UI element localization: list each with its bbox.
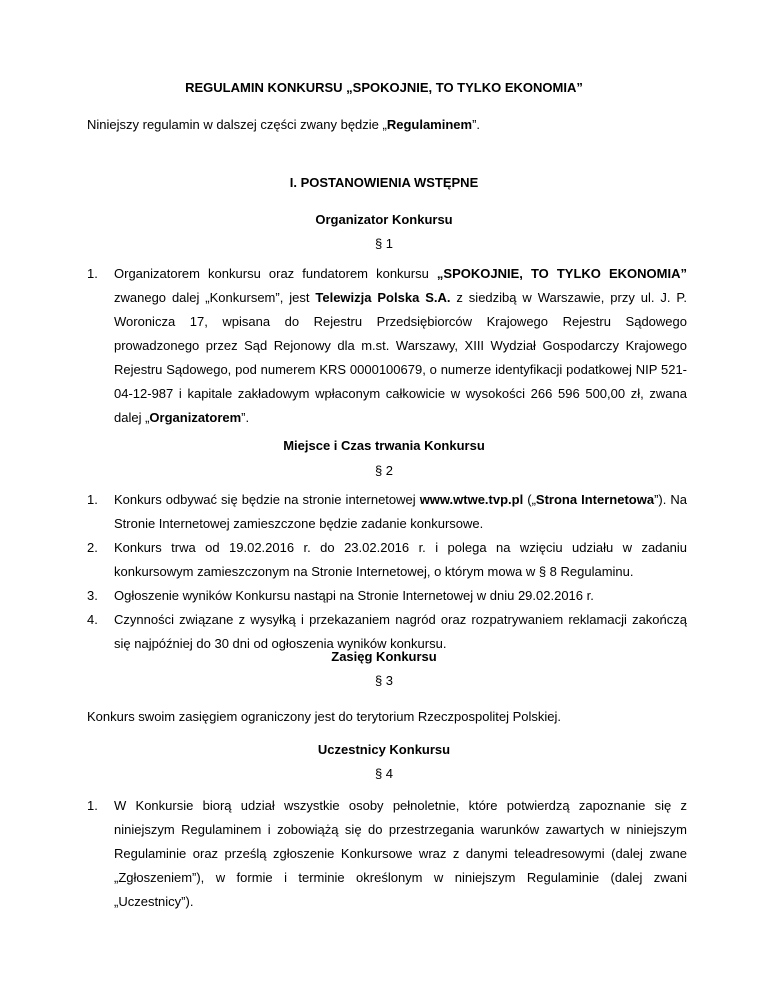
s1-heading: Organizator Konkursu <box>315 212 453 227</box>
s2-item1-d: Strona Internetowa <box>535 492 655 507</box>
s2-item2-text: Konkurs trwa od 19.02.2016 r. do 23.02.2016 r. i polega na wzięciu udziału w zadaniu konkursowym zamieszczonym na Stronie Internetowej, o którym mowa w § 8 Regulaminu. <box>114 540 687 579</box>
s1-item1-d: Telewizja Polska S.A. <box>315 290 451 305</box>
s4-paragraph-mark: § 4 <box>374 766 394 781</box>
s2-item1-c: („ <box>523 492 536 507</box>
s1-list-item <box>87 262 687 430</box>
s2-item1-link: www.wtwe.tvp.pl <box>419 492 524 507</box>
s4-heading: Uczestnicy Konkursu <box>317 742 451 757</box>
s2-item4-number: 4. <box>87 612 98 627</box>
document-title: REGULAMIN KONKURSU „SPOKOJNIE, TO TYLKO EKONOMIA” <box>185 80 583 95</box>
s2-heading: Miejsce i Czas trwania Konkursu <box>283 438 485 453</box>
s1-list <box>87 262 687 430</box>
s4-list-item-1 <box>87 794 687 914</box>
s1-item1-c: zwanego dalej „Konkursem”, jest <box>114 290 316 305</box>
s2-list-item-3 <box>87 584 687 608</box>
intro-paragraph <box>87 117 687 132</box>
s4-list <box>87 794 687 914</box>
s4-item1-number: 1. <box>87 798 98 813</box>
s2-list-item-2 <box>87 536 687 584</box>
intro-text-c: ”. <box>472 117 481 132</box>
s2-list-item-1 <box>87 488 687 536</box>
s3-text: Konkurs swoim zasięgiem ograniczony jest do terytorium Rzeczpospolitej Polskiej. <box>87 709 561 724</box>
s1-item1-b: „SPOKOJNIE, TO TYLKO EKONOMIA” <box>436 266 687 281</box>
s1-item1-f: Organizatorem <box>149 410 242 425</box>
s2-paragraph-mark: § 2 <box>374 463 394 478</box>
section-heading-1: I. POSTANOWIENIA WSTĘPNE <box>289 175 479 190</box>
s1-item1-g: ”. <box>241 410 250 425</box>
intro-text-a: Niniejszy regulamin w dalszej części zwany będzie „ <box>87 117 387 132</box>
s2-item1-number: 1. <box>87 492 98 507</box>
s2-list <box>87 488 687 656</box>
s1-item1-a: Organizatorem konkursu oraz fundatorem konkursu <box>114 266 437 281</box>
s1-item1-e: z siedzibą w Warszawie, przy ul. J. P. Woronicza 17, wpisana do Rejestru Przedsiębiorców Krajowego Rejestru Sądowego prowadzonego przez Sąd Rejonowy dla m.st. Warszawy, XIII Wydział Gospodarczy Krajowego Rejestru Sądowego, pod numerem KRS 0000100679, o numerze identyfikacji podatkowej NIP 521-04-12-987 i kapitale zakładowym wpłaconym całkowicie w wysokości 266 596 500,00 zł, zwana dalej „ <box>114 290 688 425</box>
s1-item1-number: 1. <box>87 266 98 281</box>
s1-paragraph-mark: § 1 <box>374 236 394 251</box>
s2-item3-number: 3. <box>87 588 98 603</box>
s3-heading: Zasięg Konkursu <box>331 649 437 664</box>
s4-item1-text: W Konkursie biorą udział wszystkie osoby pełnoletnie, które potwierdzą zapoznanie się z niniejszym Regulaminem i zobowiążą się do przestrzegania warunków zawartych w niniejszym Regulaminie oraz prześlą zgłoszenie Konkursowe wraz z danymi teleadresowymi (dalej zwane „Zgłoszeniem”), w formie i terminie określonym w niniejszym Regulaminie (dalej zwani „Uczestnicy”). <box>114 798 687 909</box>
s3-paragraph-mark: § 3 <box>374 673 394 688</box>
s2-item1-a: Konkurs odbywać się będzie na stronie internetowej <box>114 492 420 507</box>
intro-text-bold: Regulaminem <box>386 117 473 132</box>
s2-item2-number: 2. <box>87 540 98 555</box>
s2-item4-text: Czynności związane z wysyłką i przekazaniem nagród oraz rozpatrywaniem reklamacji zakończą się najpóźniej do 30 dni od ogłoszenia wyników konkursu. <box>114 612 687 651</box>
s2-item1-e: ”). Na Stronie Internetowej zamieszczone będzie zadanie konkursowe. <box>114 492 687 531</box>
s2-item3-text: Ogłoszenie wyników Konkursu nastąpi na Stronie Internetowej w dniu 29.02.2016 r. <box>114 588 594 603</box>
